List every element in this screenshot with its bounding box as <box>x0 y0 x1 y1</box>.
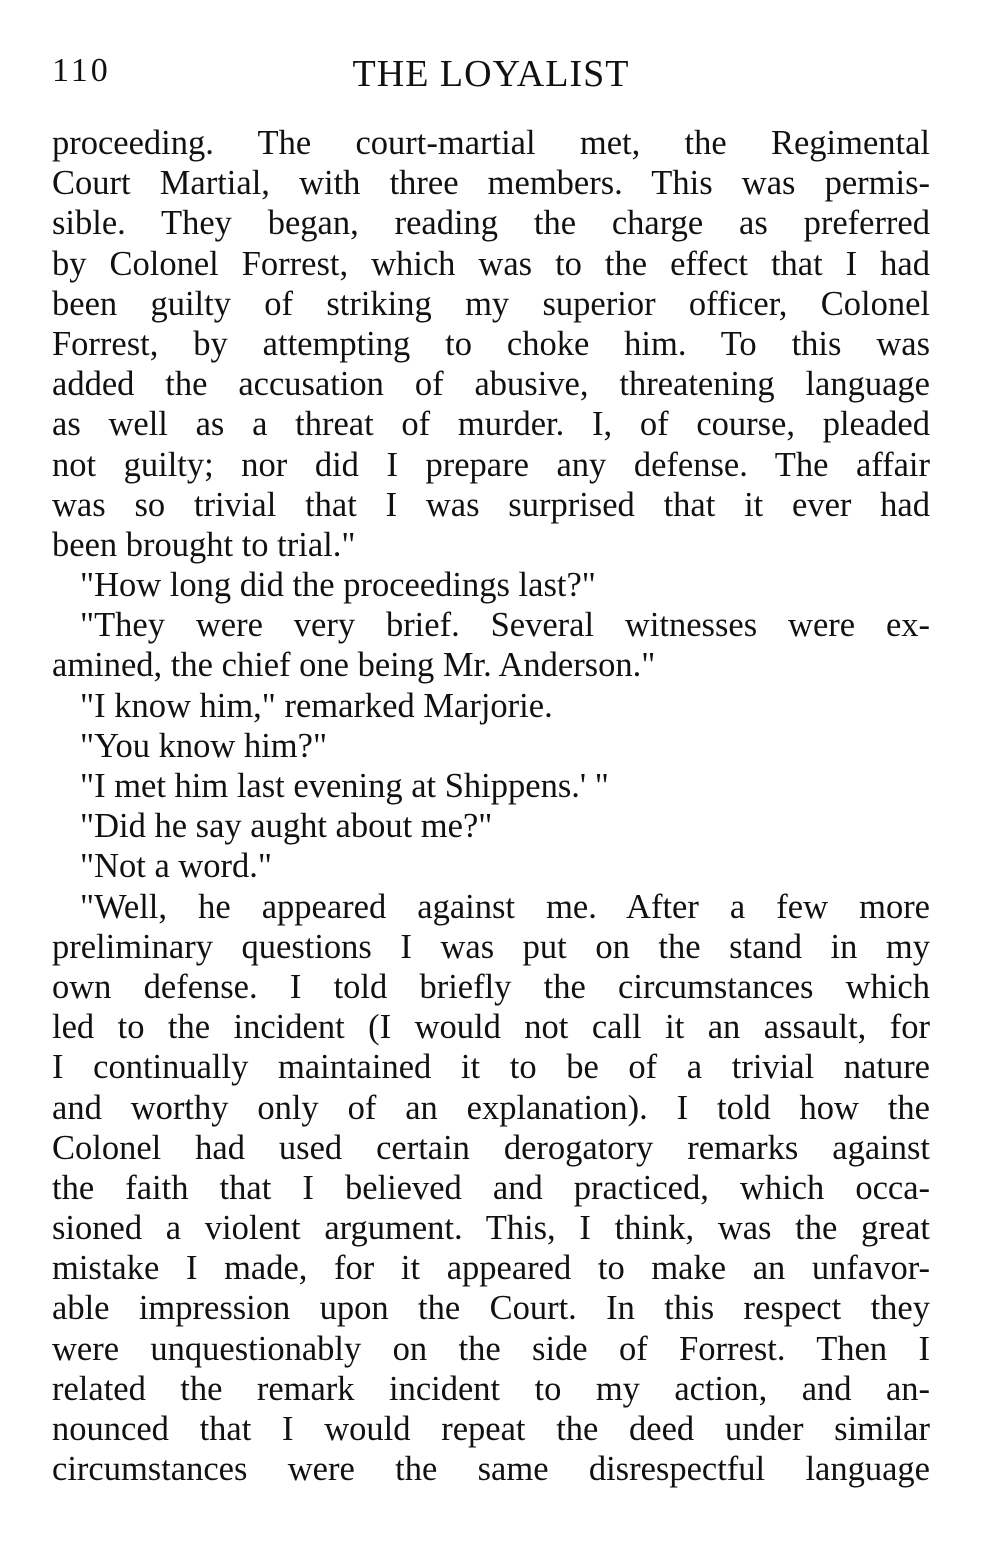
text-line: able impression upon the Court. In this respect they <box>52 1289 930 1328</box>
text-line: "I met him last evening at Shippens.' " <box>80 767 609 805</box>
running-title: THE LOYALIST <box>352 53 630 95</box>
text-line: Colonel had used certain derogatory remarks against <box>52 1128 930 1167</box>
text-line: "Not a word." <box>80 847 273 886</box>
text-line: "You know him?" <box>80 726 328 765</box>
text-line: added the accusation of abusive, threatening language <box>52 365 930 404</box>
text-line: proceeding. The court-martial met, the Regimental <box>52 124 930 162</box>
text-line: nounced that I would repeat the deed under similar <box>52 1410 930 1448</box>
text-line: was so trivial that I was surprised that it ever had <box>52 485 930 524</box>
text-line: led to the incident (I would not call it an assault, for <box>52 1008 930 1047</box>
text-line: by Colonel Forrest, which was to the effect that I had <box>52 244 930 283</box>
page-header <box>52 52 930 102</box>
text-line: were unquestionably on the side of Forrest. Then I <box>52 1329 930 1368</box>
text-line: circumstances were the same disrespectful language <box>52 1450 930 1489</box>
text-line: mistake I made, for it appeared to make an unfavor- <box>52 1249 930 1288</box>
text-line: I continually maintained it to be of a trivial nature <box>52 1048 930 1087</box>
text-line: the faith that I believed and practiced, which occa- <box>52 1168 930 1207</box>
text-line: and worthy only of an explanation). I told how the <box>52 1088 930 1127</box>
text-line: "How long did the proceedings last?" <box>80 566 596 605</box>
text-line: related the remark incident to my action, and an- <box>52 1369 930 1408</box>
text-line: "They were very brief. Several witnesses were ex- <box>80 606 930 645</box>
text-line: "Well, he appeared against me. After a few more <box>80 887 930 926</box>
text-line: sible. They began, reading the charge as preferred <box>52 204 930 243</box>
text-line: as well as a threat of murder. I, of course, pleaded <box>52 405 930 444</box>
text-line: "I know him," remarked Marjorie. <box>80 686 553 725</box>
text-line: not guilty; nor did I prepare any defense. The affair <box>52 445 930 484</box>
text-line: amined, the chief one being Mr. Anderson." <box>52 646 656 685</box>
text-line: been guilty of striking my superior officer, Colonel <box>52 284 930 323</box>
text-line: preliminary questions I was put on the stand in my <box>52 927 930 966</box>
body-text <box>52 123 930 1489</box>
text-line: sioned a violent argument. This, I think, was the great <box>52 1209 930 1248</box>
text-line: Court Martial, with three members. This was permis- <box>52 164 930 203</box>
text-line: "Did he say aught about me?" <box>80 807 493 846</box>
text-line: own defense. I told briefly the circumstances which <box>52 967 930 1006</box>
page-number: 110 <box>52 52 111 89</box>
text-line: been brought to trial." <box>52 525 356 564</box>
text-line: Forrest, by attempting to choke him. To this was <box>52 324 930 363</box>
